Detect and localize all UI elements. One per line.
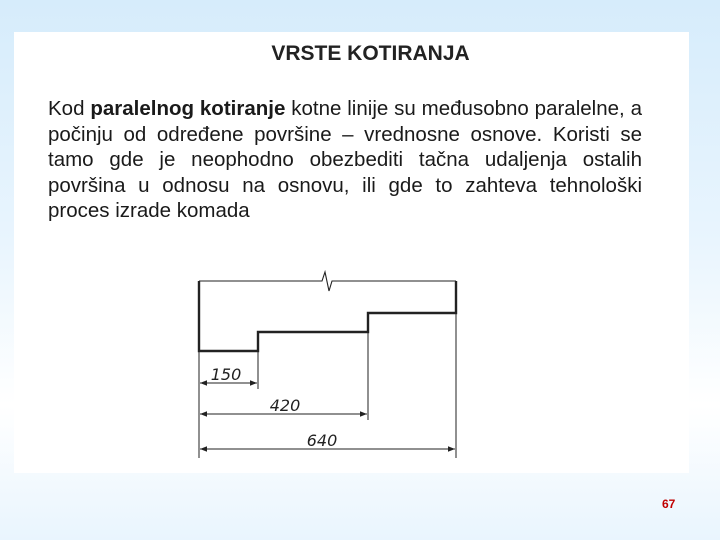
dimension-label-420: 420 <box>269 396 301 415</box>
para-text-1: Kod <box>48 97 91 120</box>
page-number: 67 <box>662 497 676 511</box>
dimension-label-640: 640 <box>306 431 338 450</box>
para-bold-kotiranje: kotiranje <box>199 97 286 120</box>
para-text-3: kotne linije su međusobno paralelne, a počinju od određene površine – vrednosne osnove. Koristi se tamo gde je neophodno obezbediti tačna udaljenja ostalih površina u odnosu na osnovu, ili gde to zahteva tehnološki proces izrade komada <box>48 97 642 222</box>
para-bold-paralelnog: paralelnog <box>90 97 195 120</box>
dimension-label-150: 150 <box>210 365 242 384</box>
part-outline <box>199 281 456 351</box>
break-line <box>199 272 456 291</box>
slide-title: VRSTE KOTIRANJA <box>271 42 470 65</box>
